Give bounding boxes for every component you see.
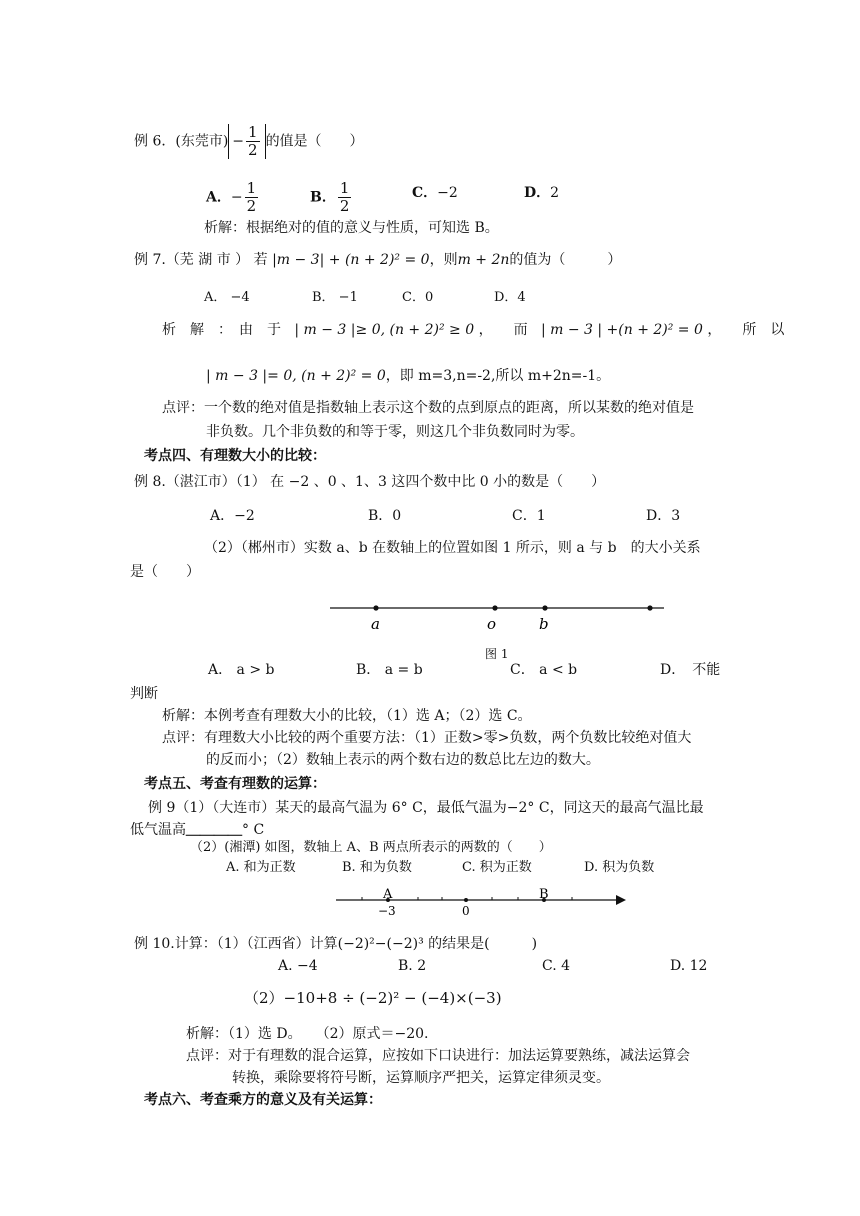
point-o	[492, 605, 497, 610]
math-expression: | m − 3 |≥ 0, (n + 2)² ≥ 0	[294, 322, 475, 338]
ex7-analysis-line2	[206, 366, 610, 386]
ex6-tail: 的值是（ ）	[265, 133, 364, 150]
ex7-option-a: A． −4	[204, 290, 250, 305]
ex8-analysis: 析解：本例考查有理数大小的比较，（1）选 A；（2）选 C。	[162, 708, 532, 724]
ex7-comment-line2: 非负数。几个非负数的和等于零，则这几个非负数同时为零。	[206, 424, 584, 440]
denominator: 2	[248, 141, 258, 159]
ex8-option2-d: D． 不能	[660, 662, 721, 678]
neg-sign: −	[232, 133, 245, 150]
figure-caption: 图 1	[485, 647, 509, 661]
ex9-option-b: B. 和为负数	[342, 860, 412, 875]
numerator: 1	[246, 179, 257, 197]
ex7-label: 例 7.（芜 湖 市 ） 若	[134, 252, 268, 268]
point-end	[647, 605, 652, 610]
ex8-question-1: 例 8.（湛江市）（1） 在 −2 、0 、1、3 这四个数中比 0 小的数是（ ）	[134, 474, 606, 490]
ex10-option-a: A. −4	[278, 958, 318, 974]
ex9-option-d: D. 积为负数	[584, 860, 655, 875]
ex7-question	[134, 250, 621, 270]
number-line-figure-1	[320, 592, 680, 642]
abs-expression	[228, 124, 265, 159]
ex9-question-1: 例 9（1）（大连市）某天的最高气温为 6° C，最低气温为−2° C，同这天的最高气温比最	[148, 800, 704, 816]
ex8-option-d: D．3	[646, 508, 681, 524]
ex9-question-2: （2）(湘潭) 如图，数轴上 A、B 两点所表示的两数的（ ）	[190, 840, 552, 855]
option-value: −2	[437, 185, 458, 201]
analysis-text: 析 解 ： 由 于	[162, 322, 281, 338]
section-heading-4: 考点四、有理数大小的比较：	[144, 448, 326, 464]
ex8-option-b: B．0	[368, 508, 402, 524]
ex8-option-c: C．1	[512, 508, 546, 524]
neg-sign: −	[230, 189, 243, 206]
option-value: 2	[550, 185, 560, 201]
label-B: B	[539, 887, 549, 902]
ex8-question-2: （2）（郴州市）实数 a、b 在数轴上的位置如图 1 所示，则 a 与 b 的大小关系	[204, 540, 701, 556]
section-heading-5: 考点五、考查有理数的运算：	[144, 776, 326, 792]
ex10-comment-line2: 转换，乘除要将符号断，运算顺序严把关，运算定律须灵变。	[232, 1070, 610, 1086]
label-o: o	[487, 615, 497, 633]
ex6-label: 例 6．(东莞市)	[134, 133, 229, 150]
ex10-question-2: （2）−10+8 ÷ (−2)² − (−4)×(−3)	[244, 989, 502, 1007]
fraction	[246, 124, 260, 159]
point-b	[542, 605, 547, 610]
ex7-option-d: D．4	[494, 290, 526, 305]
ex7-option-b: B． −1	[312, 290, 358, 305]
denominator: 2	[246, 197, 257, 215]
number-line-figure-2	[332, 884, 632, 920]
ex8-option2-b: B． a = b	[356, 662, 423, 678]
section-heading-6: 考点六、考查乘方的意义及有关运算：	[144, 1092, 382, 1108]
label-zero: 0	[462, 904, 470, 918]
analysis-text: ， 所 以	[707, 322, 785, 338]
ex8-option2-d-cont: 判断	[130, 686, 158, 702]
ex9-option-c: C. 积为正数	[462, 860, 532, 875]
denominator: 2	[339, 197, 350, 215]
analysis-text: ，即 m=3,n=-2,所以 m+2n=-1。	[385, 368, 611, 384]
label-A: A	[383, 887, 393, 902]
label-a: a	[371, 615, 380, 633]
answer-blank: ＿＿＿＿	[186, 822, 242, 838]
ex6-question	[134, 124, 364, 159]
option-label: A．	[206, 189, 231, 206]
ex6-option-a	[206, 180, 260, 215]
ex10-analysis: 析解：（1）选 D。 （2）原式＝−20.	[186, 1026, 429, 1042]
fraction	[245, 180, 259, 215]
math-expression: | m − 3 |= 0, (n + 2)² = 0	[206, 368, 386, 384]
fraction	[338, 180, 352, 215]
ex8-comment-line2: 的反而小；（2）数轴上表示的两个数右边的数总比左边的数大。	[206, 752, 600, 768]
label-minus-3: −3	[378, 904, 396, 918]
label-b: b	[539, 615, 549, 633]
ex10-question-1: 例 10.计算：（1）（江西省）计算(−2)²−(−2)³ 的结果是( )	[134, 936, 538, 952]
ex8-comment-line1: 点评：有理数大小比较的两个重要方法：（1）正数>零>负数，两个负数比较绝对值大	[162, 730, 692, 746]
point-0	[464, 898, 468, 902]
ex7-tail: 的值为（ ）	[509, 252, 622, 268]
ex9-question-1-cont	[130, 820, 264, 840]
numerator: 1	[248, 123, 258, 141]
ex8-option-a: A．−2	[210, 508, 255, 524]
ex8-question-2-cont: 是（ ）	[130, 564, 200, 580]
ex6-option-d	[524, 183, 559, 203]
ex7-option-c: C．0	[402, 290, 434, 305]
ex8-option2-a: A． a > b	[208, 662, 275, 678]
point-a	[373, 605, 378, 610]
ex10-option-b: B. 2	[398, 958, 427, 974]
ex6-option-b	[310, 180, 353, 215]
ex7-comment-line1: 点评：一个数的绝对值是指数轴上表示这个数的点到原点的距离，所以某数的绝对值是	[162, 400, 694, 416]
math-expression: | m − 3 | +(n + 2)² = 0	[540, 322, 703, 338]
numerator: 1	[339, 179, 350, 197]
math-expression: m + 2n	[457, 252, 510, 268]
option-label: C．	[412, 185, 438, 201]
option-label: D．	[524, 185, 551, 201]
option-label: B．	[310, 189, 336, 206]
ex8-option2-c: C． a < b	[510, 662, 578, 678]
ex7-analysis-line1	[162, 320, 784, 340]
ex6-analysis: 析解：根据绝对的值的意义与性质，可知选 B。	[204, 220, 499, 236]
ex10-option-c: C. 4	[542, 958, 571, 974]
ex7-mid: ，则	[429, 252, 458, 268]
axis-arrow	[616, 895, 626, 905]
analysis-text: ， 而	[478, 322, 528, 338]
ex9-option-a: A. 和为正数	[226, 860, 296, 875]
ex10-comment-line1: 点评：对于有理数的混合运算，应按如下口诀进行：加法运算要熟练，减法运算会	[186, 1048, 690, 1064]
text: ° C	[242, 822, 265, 838]
ex6-option-c	[412, 183, 458, 203]
ex10-option-d: D. 12	[670, 958, 708, 974]
math-expression: |m − 3| + (n + 2)² = 0	[272, 252, 430, 268]
text: 低气温高	[130, 822, 186, 838]
